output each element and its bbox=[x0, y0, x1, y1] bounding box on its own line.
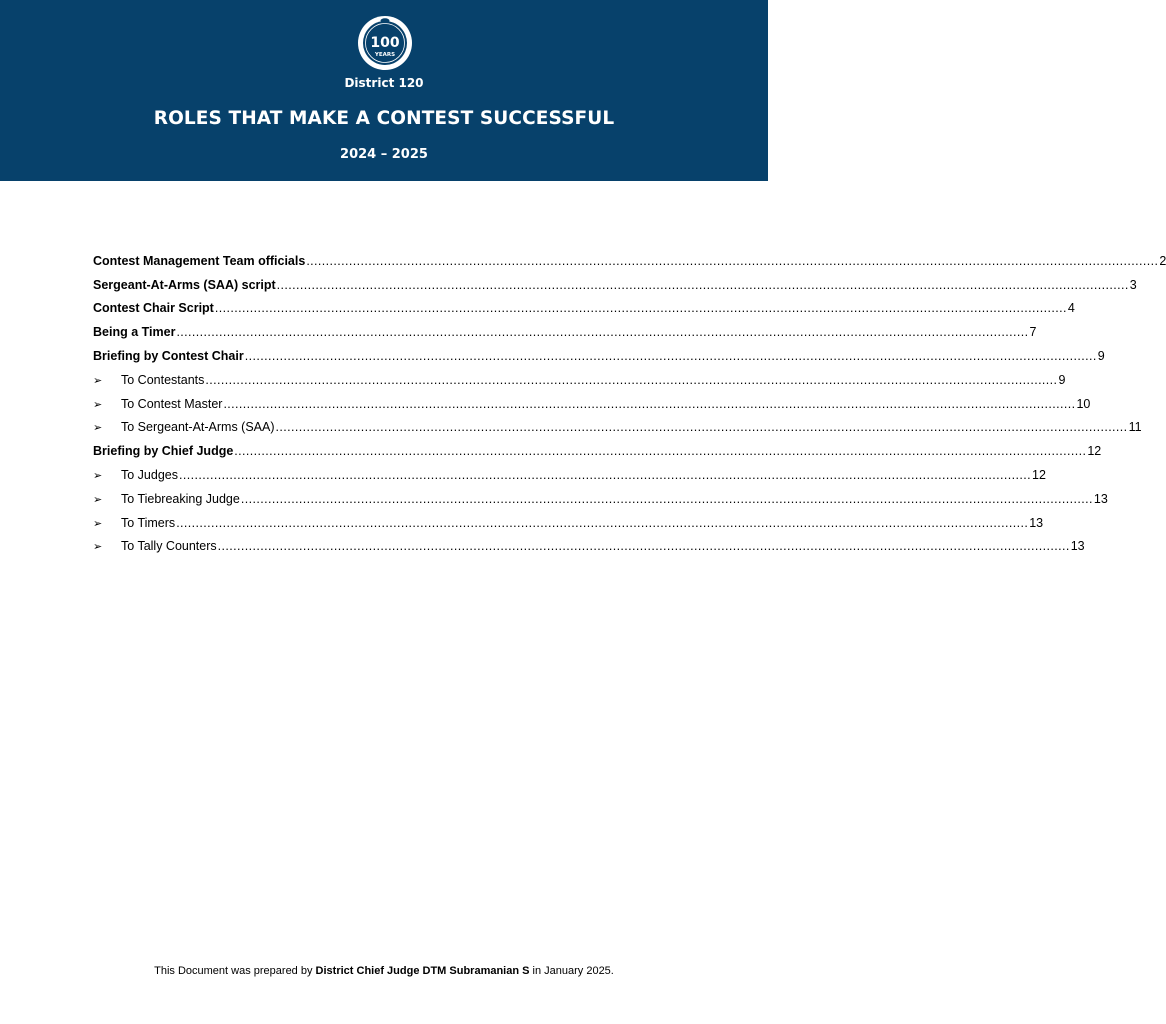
toc-page-number: 13 bbox=[1029, 515, 1044, 530]
toc-entry[interactable] bbox=[93, 316, 1037, 340]
toc-entry[interactable] bbox=[93, 531, 1085, 555]
toc-entry-label: Being a Timer bbox=[93, 325, 176, 340]
toc-dot-leader: ............................................................................................................................................................................................................................ bbox=[176, 325, 1029, 340]
toc-page-number: 12 bbox=[1032, 467, 1046, 482]
toc-entry-label: To Timers bbox=[121, 515, 176, 530]
toc-entry[interactable] bbox=[93, 412, 1142, 436]
toc-entry[interactable] bbox=[93, 459, 1046, 483]
toc-dot-leader: ............................................................................................................................................................................................................................ bbox=[276, 277, 1129, 292]
table-of-contents bbox=[93, 245, 1166, 554]
term-years: 2024 – 2025 bbox=[340, 147, 428, 162]
toc-page-number: 10 bbox=[1076, 396, 1091, 411]
toc-entry-label: Briefing by Chief Judge bbox=[93, 444, 234, 459]
toc-page-number: 9 bbox=[1097, 348, 1105, 363]
toc-entry[interactable] bbox=[93, 245, 1166, 269]
toc-page-number: 9 bbox=[1058, 372, 1066, 387]
toc-dot-leader: ............................................................................................................................................................................................................................ bbox=[306, 253, 1159, 268]
toc-entry[interactable] bbox=[93, 340, 1105, 364]
toc-entry-label: Contest Chair Script bbox=[93, 301, 214, 316]
arrowhead-bullet-icon: ➢ bbox=[93, 468, 103, 482]
footer-suffix: in January 2025. bbox=[529, 965, 614, 977]
toc-dot-leader: ............................................................................................................................................................................................................................ bbox=[178, 467, 1032, 482]
toc-entry[interactable] bbox=[93, 388, 1091, 412]
toc-entry-label: To Contest Master bbox=[121, 396, 223, 411]
toc-page-number: 2 bbox=[1159, 253, 1166, 268]
toc-dot-leader: ............................................................................................................................................................................................................................ bbox=[214, 301, 1067, 316]
toc-dot-leader: ............................................................................................................................................................................................................................ bbox=[275, 420, 1128, 435]
arrowhead-bullet-icon: ➢ bbox=[93, 516, 103, 530]
toc-dot-leader: ............................................................................................................................................................................................................................ bbox=[176, 515, 1029, 530]
footer-author: District Chief Judge DTM Subramanian S bbox=[315, 965, 530, 977]
toc-page-number: 12 bbox=[1087, 444, 1102, 459]
toc-entry-label: To Sergeant-At-Arms (SAA) bbox=[121, 420, 275, 435]
toc-entry-label: Sergeant-At-Arms (SAA) script bbox=[93, 277, 276, 292]
toc-entry-label: Contest Management Team officials bbox=[93, 253, 306, 268]
toc-dot-leader: ............................................................................................................................................................................................................................ bbox=[234, 444, 1087, 459]
arrowhead-bullet-icon: ➢ bbox=[93, 373, 103, 387]
toc-page-number: 4 bbox=[1067, 301, 1075, 316]
district-name: District 120 bbox=[344, 76, 424, 90]
toc-dot-leader: ............................................................................................................................................................................................................................ bbox=[244, 348, 1097, 363]
toastmasters-100-years-logo bbox=[356, 14, 414, 72]
arrowhead-bullet-icon: ➢ bbox=[93, 421, 103, 435]
arrowhead-bullet-icon: ➢ bbox=[93, 492, 103, 506]
toc-page-number: 13 bbox=[1093, 491, 1108, 506]
toc-entry[interactable] bbox=[93, 483, 1108, 507]
toc-entry[interactable] bbox=[93, 435, 1102, 459]
toc-entry[interactable] bbox=[93, 364, 1066, 388]
toc-page-number: 7 bbox=[1029, 325, 1037, 340]
toc-entry[interactable] bbox=[93, 269, 1137, 293]
toc-dot-leader: ............................................................................................................................................................................................................................ bbox=[205, 372, 1058, 387]
toc-dot-leader: ............................................................................................................................................................................................................................ bbox=[217, 539, 1070, 554]
toc-entry[interactable] bbox=[93, 507, 1044, 531]
logo-word: YEARS bbox=[374, 52, 396, 58]
document-title: ROLES THAT MAKE A CONTEST SUCCESSFUL bbox=[153, 108, 615, 129]
header-banner bbox=[0, 0, 768, 181]
toc-page-number: 13 bbox=[1070, 539, 1085, 554]
toc-entry-label: To Tiebreaking Judge bbox=[121, 491, 240, 506]
toc-entry-label: To Tally Counters bbox=[121, 539, 217, 554]
toc-page-number: 3 bbox=[1129, 277, 1137, 292]
logo-number: 100 bbox=[370, 35, 400, 51]
toc-dot-leader: ............................................................................................................................................................................................................................ bbox=[240, 491, 1093, 506]
toc-entry-label: To Judges bbox=[121, 467, 178, 482]
arrowhead-bullet-icon: ➢ bbox=[93, 397, 103, 411]
toc-entry-label: Briefing by Contest Chair bbox=[93, 348, 244, 363]
toc-dot-leader: ............................................................................................................................................................................................................................ bbox=[223, 396, 1076, 411]
arrowhead-bullet-icon: ➢ bbox=[93, 540, 103, 554]
footer-note bbox=[0, 965, 768, 977]
toc-entry[interactable] bbox=[93, 293, 1075, 317]
toc-entry-label: To Contestants bbox=[121, 372, 205, 387]
footer-prefix: This Document was prepared by bbox=[154, 965, 316, 977]
toc-page-number: 11 bbox=[1128, 420, 1142, 435]
